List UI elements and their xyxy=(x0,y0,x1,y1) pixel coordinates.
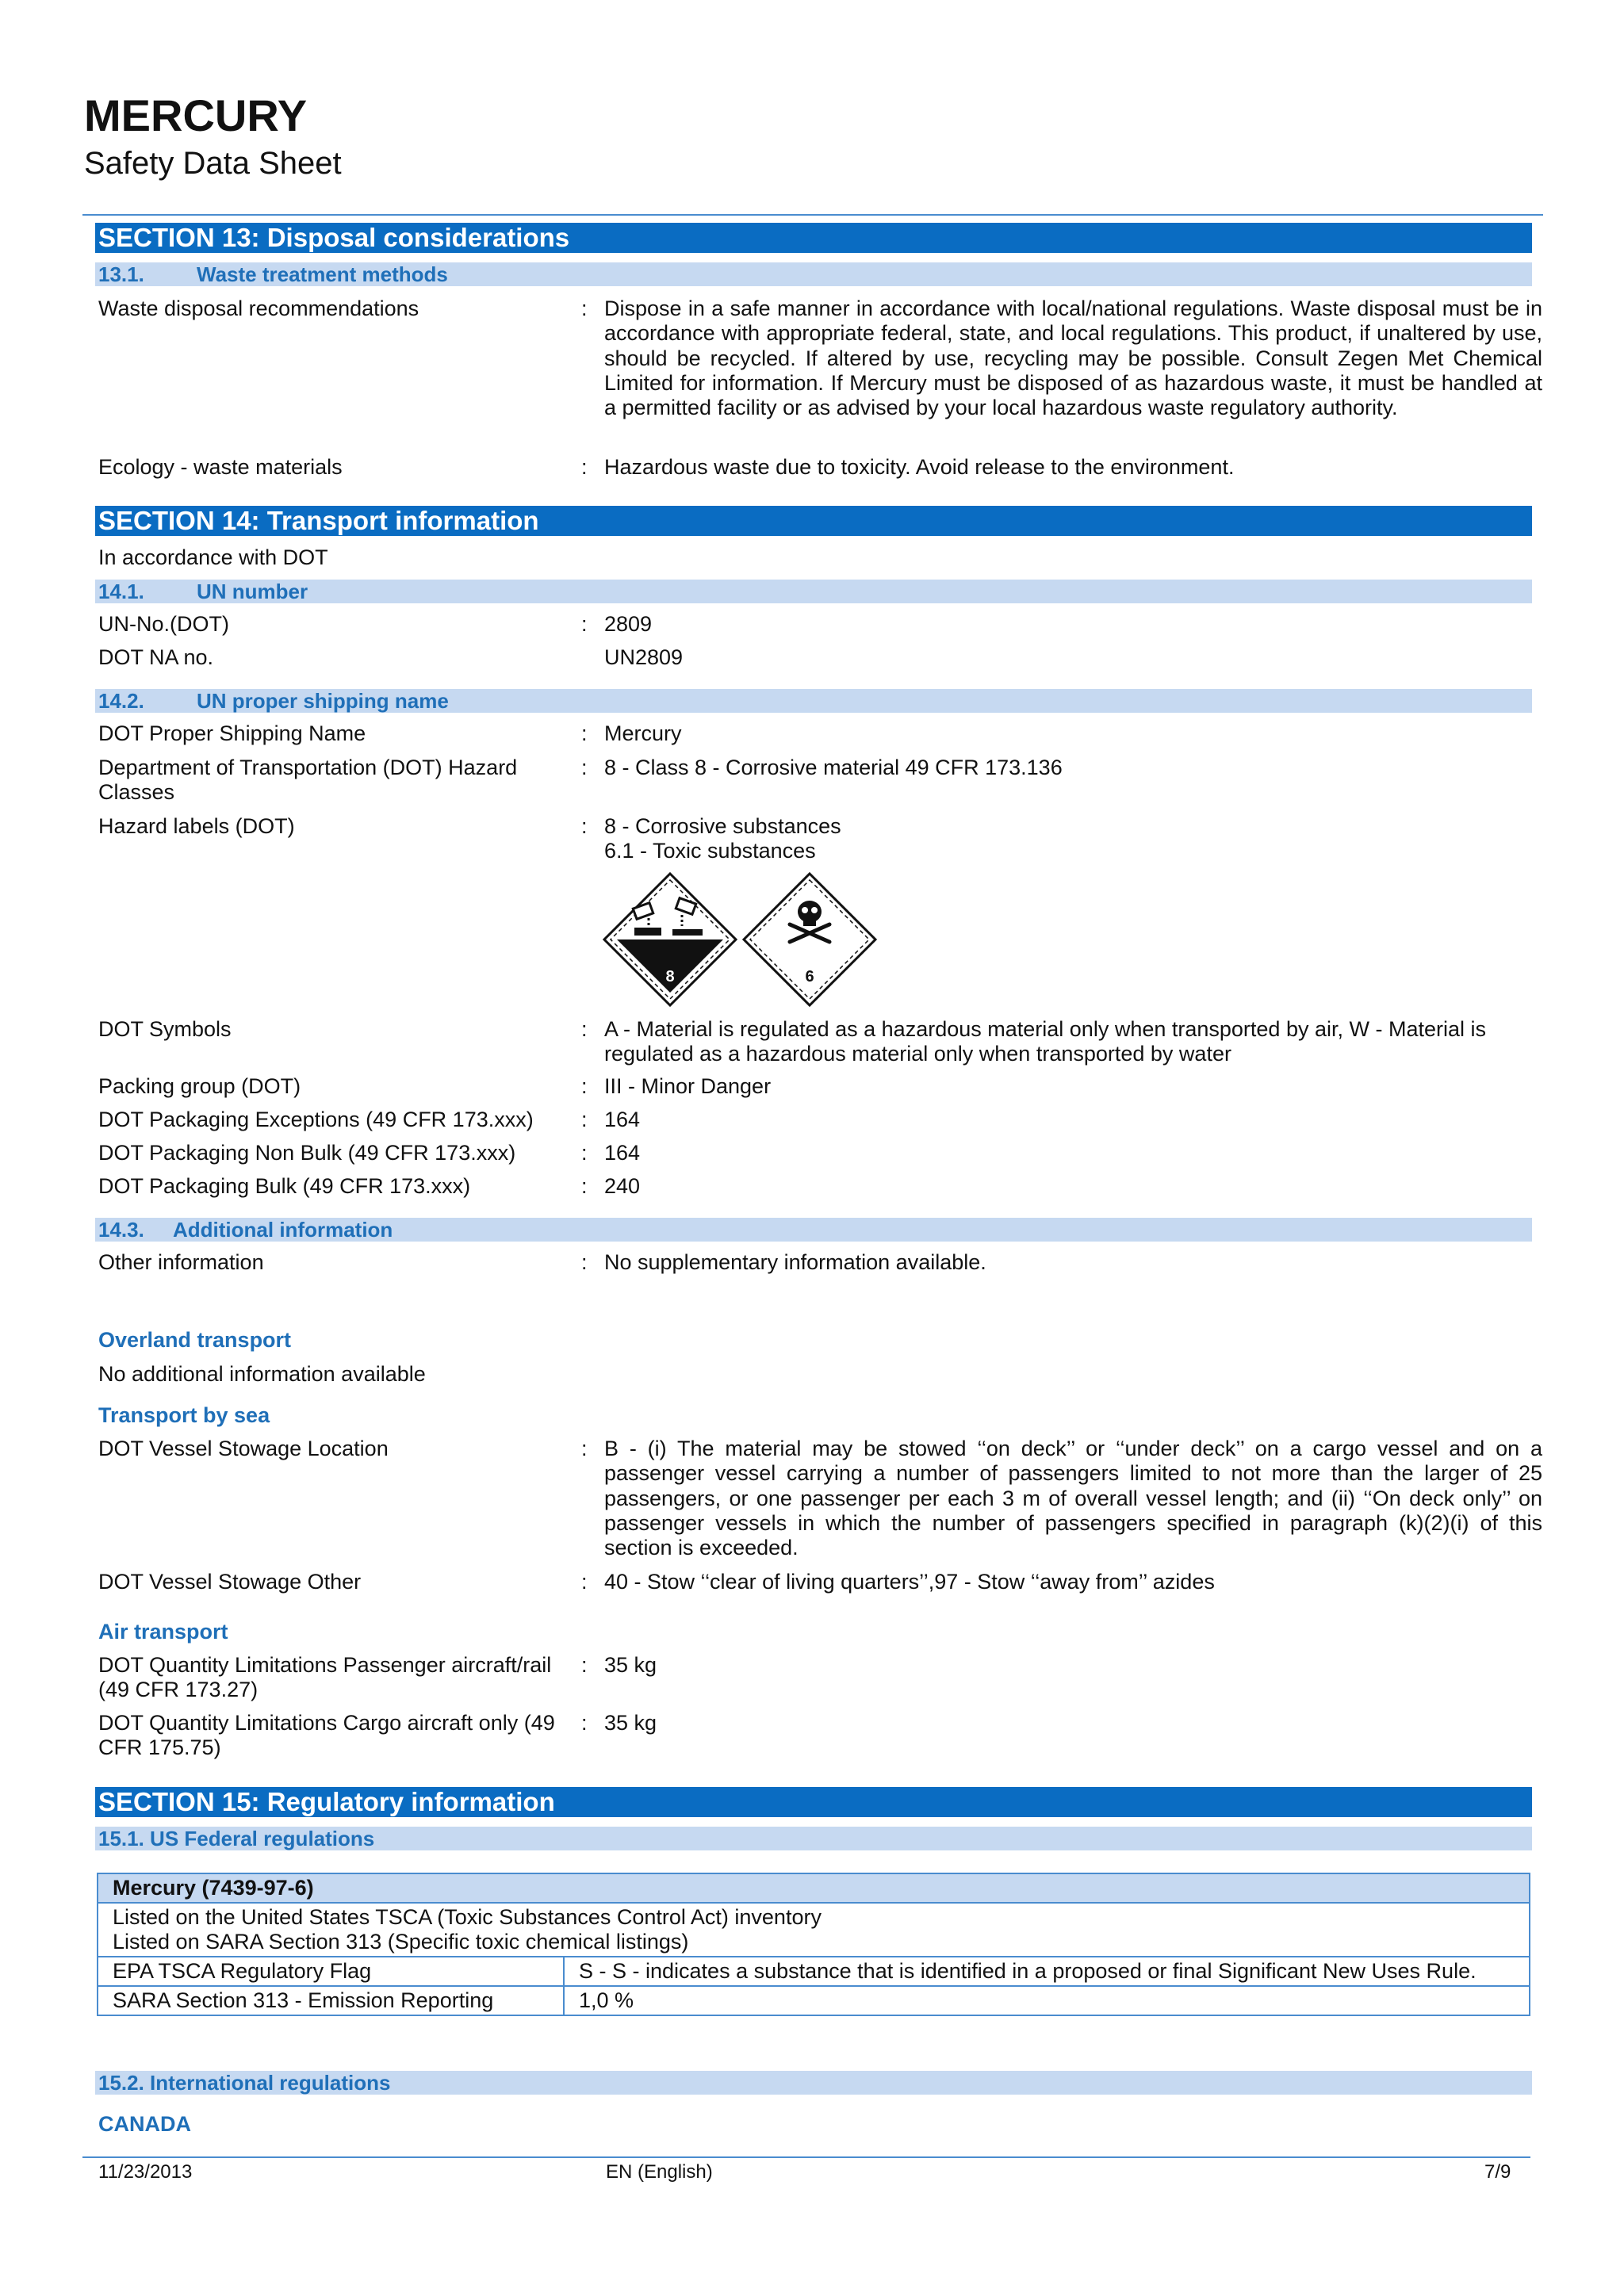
subsection-13-1-header xyxy=(95,262,1532,286)
colon: : xyxy=(581,1108,588,1131)
table-row xyxy=(98,1873,1530,1903)
section-14-header: SECTION 14: Transport information xyxy=(95,506,1532,536)
un-no-label: UN-No.(DOT) xyxy=(98,612,229,636)
listing-sara: Listed on SARA Section 313 (Specific toxic chemical listings) xyxy=(113,1930,689,1954)
footer-language: EN (English) xyxy=(606,2161,713,2183)
colon: : xyxy=(581,756,588,779)
transport-intro: In accordance with DOT xyxy=(98,545,328,569)
overland-transport-text: No additional information available xyxy=(98,1362,426,1386)
colon: : xyxy=(581,1074,588,1098)
colon: : xyxy=(581,1570,588,1594)
quantity-passenger-value: 35 kg xyxy=(604,1653,657,1677)
subsection-number: 14.1. xyxy=(98,580,144,603)
subsection-number: 14.2. xyxy=(98,689,144,713)
listing-tsca: Listed on the United States TSCA (Toxic Substances Control Act) inventory xyxy=(113,1905,822,1929)
header-rule xyxy=(82,214,1543,216)
hazard-classes-label: Department of Transportation (DOT) Hazard Classes xyxy=(98,756,518,804)
packing-group-value: III - Minor Danger xyxy=(604,1074,772,1098)
colon: : xyxy=(581,612,588,636)
colon: : xyxy=(581,721,588,745)
us-federal-regulations-table xyxy=(97,1873,1530,2016)
document-subtitle: Safety Data Sheet xyxy=(84,146,342,181)
subsection-label: UN number xyxy=(197,580,308,603)
hazard-classes-value: 8 - Class 8 - Corrosive material 49 CFR 173.136 xyxy=(604,756,1063,779)
colon: : xyxy=(581,1250,588,1274)
colon: : xyxy=(581,1017,588,1041)
colon: : xyxy=(581,1437,588,1460)
subsection-14-3-header xyxy=(95,1218,1532,1242)
hazard-labels-label: Hazard labels (DOT) xyxy=(98,814,295,838)
waste-disposal-value: Dispose in a safe manner in accordance with local/national regulations. Waste disposal must be in accordance with appropriate federal, state, and local regulations. This product, if unaltered by use, should be recycled. If altered by use, recycling may be possible. Consult Zegen Met Chemical Limited for information. If Mercury must be disposed of as hazardous waste, it must be handled at a permitted facility or as advised by your local hazardous waste regulatory authority. xyxy=(604,297,1542,420)
hazard-pictograms xyxy=(601,871,887,1013)
packaging-exceptions-value: 164 xyxy=(604,1108,641,1131)
colon: : xyxy=(581,1653,588,1677)
document-title: MERCURY xyxy=(84,90,308,140)
colon: : xyxy=(581,1711,588,1735)
quantity-passenger-label: DOT Quantity Limitations Passenger aircraft/rail (49 CFR 173.27) xyxy=(98,1653,552,1701)
dot-symbols-label: DOT Symbols xyxy=(98,1017,232,1041)
table-cell-label: EPA TSCA Regulatory Flag xyxy=(98,1957,564,1986)
subsection-15-1-header: 15.1. US Federal regulations xyxy=(95,1827,1532,1850)
packing-group-label: Packing group (DOT) xyxy=(98,1074,301,1098)
subsection-label: Waste treatment methods xyxy=(197,262,448,286)
vessel-stowage-other-label: DOT Vessel Stowage Other xyxy=(98,1570,362,1594)
ecology-waste-label: Ecology - waste materials xyxy=(98,455,343,479)
table-cell-label: SARA Section 313 - Emission Reporting xyxy=(98,1986,564,2015)
proper-shipping-label: DOT Proper Shipping Name xyxy=(98,721,366,745)
colon: : xyxy=(581,1141,588,1165)
substance-header: Mercury (7439-97-6) xyxy=(98,1873,1530,1903)
vessel-stowage-location-value: B - (i) The material may be stowed ‘‘on deck’’ or ‘‘under deck’’ on a cargo vessel and on a passenger vessel carrying a number of passengers limited to not more than the larger of 25 passengers, or one passenger per each 3 m of overall vessel length; and (ii) ‘‘On deck only’’ on passenger vessels in which the number of passengers specified in paragraph (k)(2)(i) of this section is exceeded. xyxy=(604,1437,1542,1560)
transport-by-sea-heading: Transport by sea xyxy=(98,1403,270,1427)
table-row xyxy=(98,1903,1530,1957)
subsection-label: Additional information xyxy=(173,1218,393,1242)
footer-page-number: 7/9 xyxy=(1484,2161,1511,2183)
footer-rule xyxy=(82,2156,1530,2158)
subsection-number: 13.1. xyxy=(98,262,144,286)
footer-date: 11/23/2013 xyxy=(98,2161,193,2183)
subsection-15-2-header: 15.2. International regulations xyxy=(95,2071,1532,2095)
packaging-non-bulk-value: 164 xyxy=(604,1141,641,1165)
colon: : xyxy=(581,455,588,479)
section-13-header: SECTION 13: Disposal considerations xyxy=(95,223,1532,253)
un-no-value: 2809 xyxy=(604,612,653,636)
vessel-stowage-location-label: DOT Vessel Stowage Location xyxy=(98,1437,389,1460)
dot-na-value: UN2809 xyxy=(604,645,684,669)
packaging-bulk-label: DOT Packaging Bulk (49 CFR 173.xxx) xyxy=(98,1174,471,1198)
vessel-stowage-other-value: 40 - Stow ‘‘clear of living quarters’’,97 - Stow ‘‘away from’’ azides xyxy=(604,1570,1215,1594)
section-15-header: SECTION 15: Regulatory information xyxy=(95,1787,1532,1817)
packaging-exceptions-label: DOT Packaging Exceptions (49 CFR 173.xxx) xyxy=(98,1108,534,1131)
table-row xyxy=(98,1986,1530,2015)
packaging-non-bulk-label: DOT Packaging Non Bulk (49 CFR 173.xxx) xyxy=(98,1141,516,1165)
dot-symbols-value: A - Material is regulated as a hazardous material only when transported by air, W - Material is regulated as a hazardous material only when transported by water xyxy=(604,1017,1486,1066)
corrosive-diamond-icon xyxy=(604,874,736,1005)
table-cell-value: S - S - indicates a substance that is identified in a proposed or final Significant New Uses Rule. xyxy=(564,1957,1530,1986)
inventory-listings xyxy=(98,1903,1530,1957)
pictogram-number: 8 xyxy=(665,968,675,985)
subsection-14-1-header xyxy=(95,580,1532,603)
table-row xyxy=(98,1957,1530,1986)
proper-shipping-value: Mercury xyxy=(604,721,682,745)
canada-heading: CANADA xyxy=(98,2112,191,2136)
skull-crossbones-diamond-icon xyxy=(744,874,875,1005)
subsection-number: 14.3. xyxy=(98,1218,144,1242)
table-cell-value: 1,0 % xyxy=(564,1986,1530,2015)
packaging-bulk-value: 240 xyxy=(604,1174,641,1198)
colon: : xyxy=(581,297,588,320)
quantity-cargo-value: 35 kg xyxy=(604,1711,657,1735)
waste-disposal-label: Waste disposal recommendations xyxy=(98,297,419,320)
hazard-label-2: 6.1 - Toxic substances xyxy=(604,839,816,863)
overland-transport-heading: Overland transport xyxy=(98,1328,292,1352)
colon: : xyxy=(581,1174,588,1198)
subsection-label: UN proper shipping name xyxy=(197,689,449,713)
air-transport-heading: Air transport xyxy=(98,1620,228,1644)
colon: : xyxy=(581,814,588,838)
quantity-cargo-label: DOT Quantity Limitations Cargo aircraft only (49 CFR 175.75) xyxy=(98,1711,555,1759)
subsection-14-2-header xyxy=(95,689,1532,713)
other-information-value: No supplementary information available. xyxy=(604,1250,986,1274)
ecology-waste-value: Hazardous waste due to toxicity. Avoid release to the environment. xyxy=(604,455,1235,479)
other-information-label: Other information xyxy=(98,1250,264,1274)
dot-na-label: DOT NA no. xyxy=(98,645,214,669)
pictogram-number: 6 xyxy=(805,968,814,985)
hazard-label-1: 8 - Corrosive substances xyxy=(604,814,841,838)
